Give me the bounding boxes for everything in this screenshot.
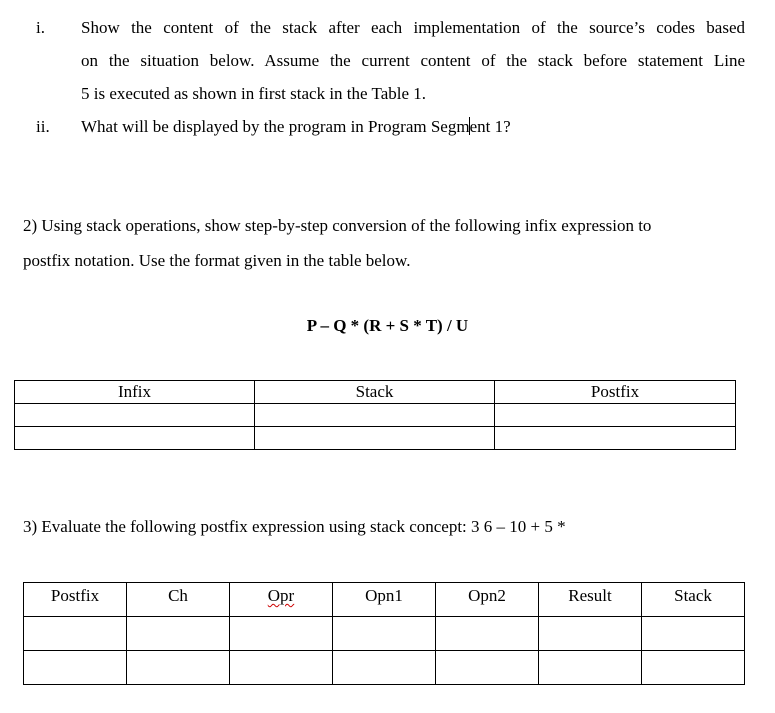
table-cell[interactable] xyxy=(333,617,436,651)
header-opr-label: Opr xyxy=(267,586,295,605)
table-row xyxy=(24,651,745,685)
item-ii-text-part-1: What will be displayed by the program in Program Segm xyxy=(81,117,470,136)
header-result: Result xyxy=(539,583,642,617)
table-row xyxy=(24,617,745,651)
table-cell[interactable] xyxy=(230,651,333,685)
table-cell[interactable] xyxy=(333,651,436,685)
header-stack: Stack xyxy=(642,583,745,617)
header-stack: Stack xyxy=(255,381,495,404)
table-row xyxy=(15,427,736,450)
table-cell[interactable] xyxy=(24,651,127,685)
header-opn1: Opn1 xyxy=(333,583,436,617)
item-ii-marker: ii. xyxy=(36,117,50,136)
table-cell[interactable] xyxy=(436,651,539,685)
table-cell[interactable] xyxy=(642,617,745,651)
item-i-line-3: 5 is executed as shown in first stack in the Table 1. xyxy=(81,84,427,103)
table-cell[interactable] xyxy=(495,427,736,450)
table-cell[interactable] xyxy=(436,617,539,651)
header-infix: Infix xyxy=(15,381,255,404)
header-opr xyxy=(230,583,333,617)
item-i-line-1: Show the content of the stack after each implementation of the source’s codes based xyxy=(81,18,745,37)
question-2-line-1: 2) Using stack operations, show step-by-step conversion of the following infix expression to xyxy=(23,216,652,235)
header-opn2: Opn2 xyxy=(436,583,539,617)
question-2-line-2: postfix notation. Use the format given in the table below. xyxy=(23,251,411,270)
table-cell[interactable] xyxy=(255,404,495,427)
item-ii-text[interactable] xyxy=(81,117,511,137)
header-postfix: Postfix xyxy=(24,583,127,617)
postfix-evaluation-table xyxy=(23,582,745,685)
infix-expression: P – Q * (R + S * T) / U xyxy=(306,316,469,335)
table-cell[interactable] xyxy=(495,404,736,427)
header-postfix: Postfix xyxy=(495,381,736,404)
infix-conversion-table xyxy=(14,380,736,450)
item-i-line-2: on the situation below. Assume the current content of the stack before statement Line xyxy=(81,51,745,70)
table-header-row xyxy=(15,381,736,404)
table-row xyxy=(15,404,736,427)
item-ii-text-part-2: ent 1? xyxy=(469,117,511,136)
table-cell[interactable] xyxy=(539,651,642,685)
table-cell[interactable] xyxy=(24,617,127,651)
table-cell[interactable] xyxy=(539,617,642,651)
question-3-prompt: 3) Evaluate the following postfix expression using stack concept: 3 6 – 10 + 5 * xyxy=(23,517,566,536)
table-cell[interactable] xyxy=(15,404,255,427)
table-cell[interactable] xyxy=(642,651,745,685)
table-cell[interactable] xyxy=(230,617,333,651)
header-ch: Ch xyxy=(127,583,230,617)
table-cell[interactable] xyxy=(15,427,255,450)
table-header-row xyxy=(24,583,745,617)
table-cell[interactable] xyxy=(255,427,495,450)
item-i-marker: i. xyxy=(36,18,45,37)
table-cell[interactable] xyxy=(127,617,230,651)
table-cell[interactable] xyxy=(127,651,230,685)
